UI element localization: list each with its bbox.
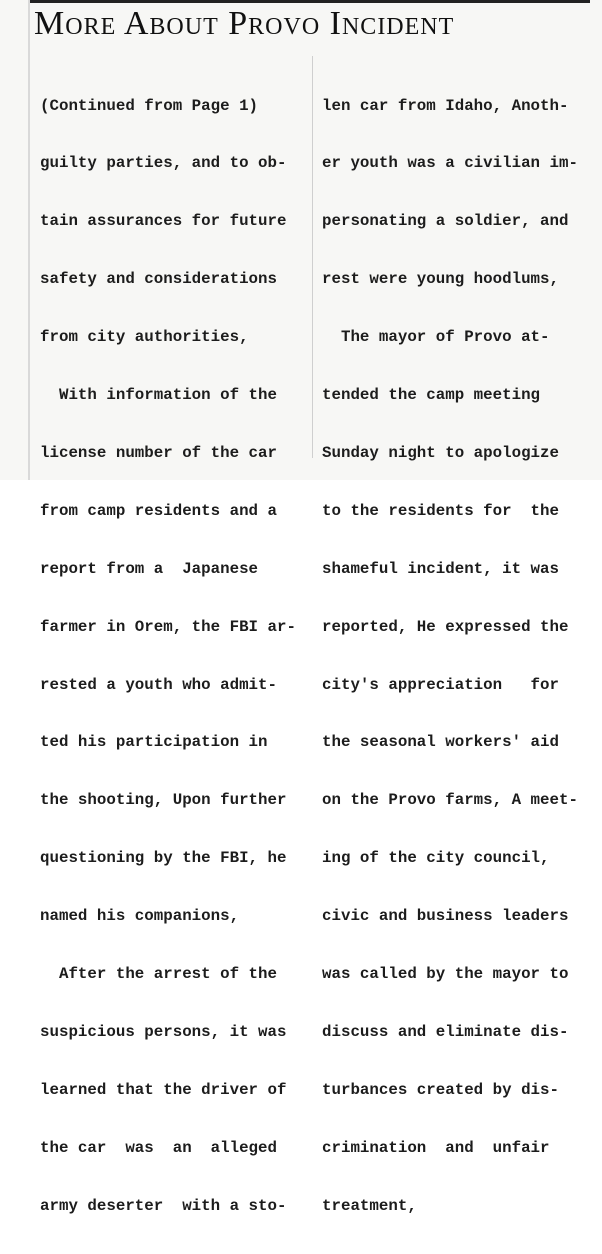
text-line: civic and business leaders: [322, 907, 569, 926]
text-line: ted his participation in: [40, 733, 268, 752]
text-line: ing of the city council,: [322, 849, 550, 868]
text-line: After the arrest of the: [40, 964, 277, 983]
text-line: Sunday night to apologize: [322, 443, 559, 462]
text-line: er youth was a civilian im-: [322, 154, 578, 173]
text-line: from camp residents and a: [40, 501, 277, 520]
text-line: report from a Japanese: [40, 559, 259, 578]
text-line: suspicious persons, it was: [40, 1022, 287, 1041]
text-line: farmer in Orem, the FBI ar-: [40, 617, 296, 636]
text-line: rest were young hoodlums,: [322, 270, 559, 289]
text-line: shameful incident, it was: [322, 559, 559, 578]
text-line: With information of the: [40, 386, 277, 405]
article-column-left: [40, 58, 310, 1254]
text-line: guilty parties, and to ob-: [40, 154, 287, 173]
text-line: license number of the car: [40, 443, 277, 462]
text-line: len car from Idaho, Anoth-: [322, 96, 569, 115]
text-line: tended the camp meeting: [322, 386, 541, 405]
text-line: The mayor of Provo at-: [322, 328, 550, 347]
text-line: army deserter with a sto-: [40, 1196, 287, 1215]
text-line: tain assurances for future: [40, 212, 287, 231]
top-rule: [30, 0, 590, 3]
text-line: the car was an alleged: [40, 1138, 277, 1157]
text-line: discuss and eliminate dis-: [322, 1022, 569, 1041]
text-line: (Continued from Page 1): [40, 96, 259, 115]
text-line: questioning by the FBI, he: [40, 849, 287, 868]
text-line: learned that the driver of: [40, 1080, 287, 1099]
text-line: city's appreciation for: [322, 675, 559, 694]
text-line: the seasonal workers' aid: [322, 733, 559, 752]
text-line: to the residents for the: [322, 501, 559, 520]
text-line: rested a youth who admit-: [40, 675, 277, 694]
headline: More About Provo Incident: [34, 5, 455, 42]
article-column-right: [322, 58, 594, 1254]
text-line: treatment,: [322, 1196, 417, 1215]
column-divider: [312, 56, 313, 458]
page-edge: [28, 0, 30, 480]
text-line: crimination and unfair: [322, 1138, 550, 1157]
text-line: turbances created by dis-: [322, 1080, 559, 1099]
text-line: safety and considerations: [40, 270, 277, 289]
text-line: was called by the mayor to: [322, 964, 569, 983]
text-line: the shooting, Upon further: [40, 791, 287, 810]
text-line: reported, He expressed the: [322, 617, 569, 636]
text-line: named his companions,: [40, 907, 240, 926]
text-line: on the Provo farms, A meet-: [322, 791, 578, 810]
text-line: personating a soldier, and: [322, 212, 569, 231]
text-line: from city authorities,: [40, 328, 249, 347]
